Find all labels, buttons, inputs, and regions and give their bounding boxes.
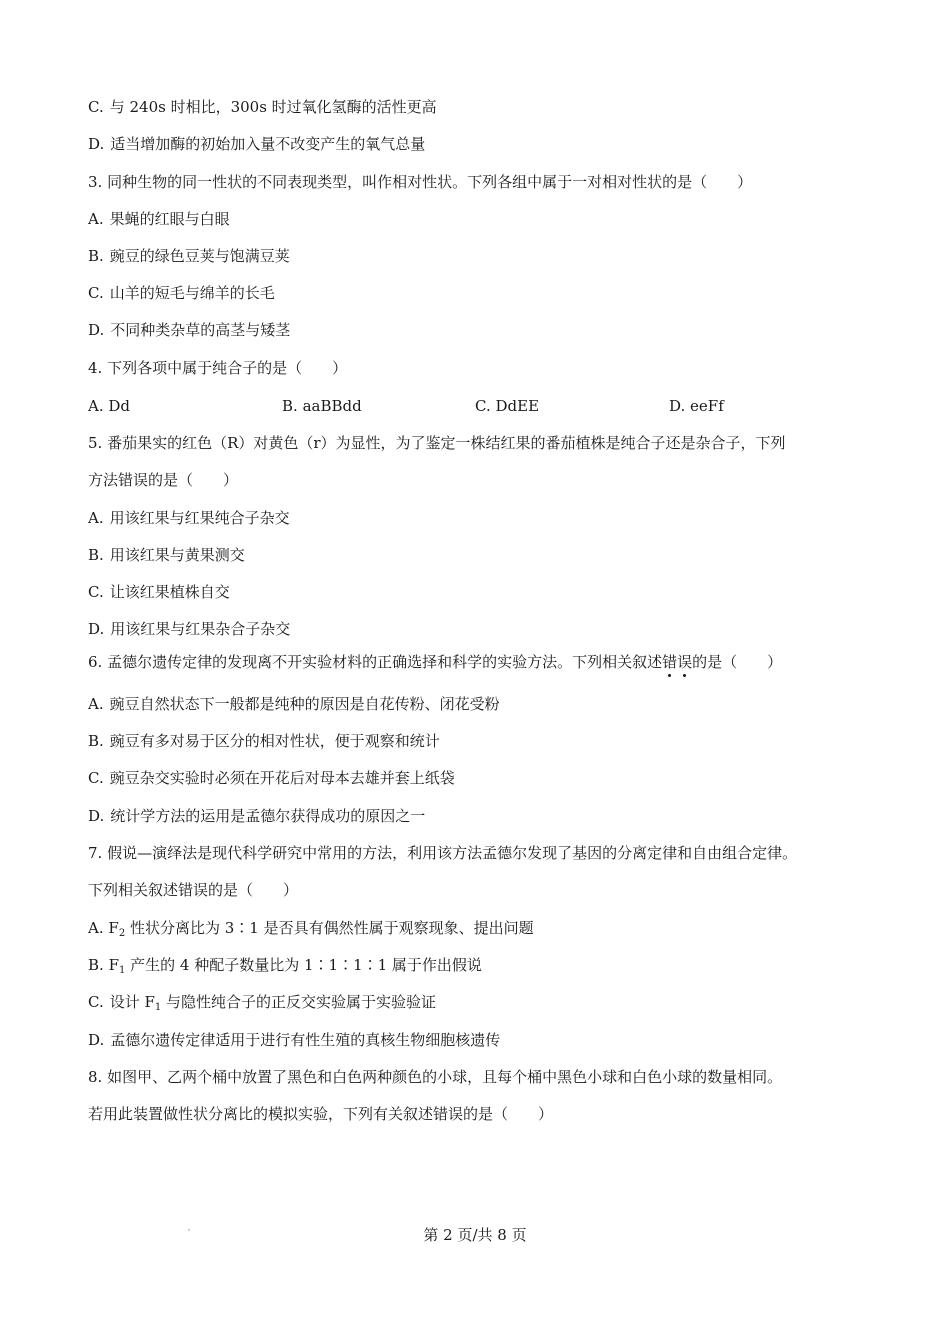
q3-option-d: [88, 320, 290, 340]
option-label: C.: [88, 583, 104, 601]
option-text: 适当增加酶的初始加入量不改变产生的氧气总量: [110, 135, 426, 153]
option-label: D.: [88, 620, 105, 638]
q6-stem-text: 6. 孟德尔遗传定律的发现离不开实验材料的正确选择和科学的实验方法。下列相关叙述: [88, 653, 663, 671]
option-text: 果蝇的红眼与白眼: [109, 210, 230, 228]
q7-stem-line2: 下列相关叙述错误的是（ ）: [88, 881, 299, 899]
subscript: 1: [119, 965, 126, 976]
q7-option-c: [88, 992, 436, 1012]
q6-option-a: [88, 694, 500, 714]
q2-option-c: [88, 97, 437, 117]
option-text: 豌豆自然状态下一般都是纯种的原因是自花传粉、闭花受粉: [109, 695, 500, 713]
q3-option-a: [88, 209, 230, 229]
q5-stem-line1: 5. 番茄果实的红色（R）对黄色（r）为显性，为了鉴定一株结红果的番茄植株是纯合子还是杂合子，下列: [88, 434, 786, 452]
subscript: 2: [118, 928, 126, 939]
option-text: 用该红果与黄果测交: [109, 546, 245, 564]
q6-option-c: [88, 768, 455, 788]
option-text: 豌豆有多对易于区分的相对性状，便于观察和统计: [109, 732, 440, 750]
option-text: aaBBdd: [302, 397, 362, 415]
q6-stem: [88, 652, 782, 672]
option-text-post: 与隐性纯合子的正反交实验属于实验验证: [161, 993, 437, 1011]
q4-option-c: [475, 396, 539, 416]
q7-stem-line1: 7. 假说—演绎法是现代科学研究中常用的方法，利用该方法孟德尔发现了基因的分离定律和自由组合定律。: [88, 844, 798, 862]
option-text: 用该红果与红果纯合子杂交: [109, 509, 290, 527]
subscript: 1: [154, 1002, 162, 1013]
option-text-post: 性状分离比为 3∶1 是否具有偶然性属于观察现象、提出问题: [125, 919, 534, 937]
q4-stem: 4. 下列各项中属于纯合子的是（ ）: [88, 359, 348, 377]
q2-option-d: [88, 134, 425, 154]
option-text: 孟德尔遗传定律适用于进行有性生殖的真核生物细胞核遗传: [110, 1031, 501, 1049]
option-label: D.: [669, 397, 686, 415]
option-label: A.: [88, 919, 104, 937]
option-label: D.: [88, 1031, 105, 1049]
emphasis-char: 错: [662, 653, 678, 671]
option-text: 豌豆杂交实验时必须在开花后对母本去雄并套上纸袋: [109, 769, 455, 787]
option-label: C.: [88, 98, 104, 116]
q6-option-d: [88, 806, 425, 826]
q4-option-b: [282, 396, 362, 416]
option-text: 用该红果与红果杂合子杂交: [110, 620, 291, 638]
option-text-pre: F: [108, 919, 119, 937]
q5-option-b: [88, 545, 245, 565]
q5-option-a: [88, 508, 290, 528]
option-text: 不同种类杂草的高茎与矮茎: [110, 321, 291, 339]
q7-option-b: [88, 955, 482, 975]
option-label: B.: [88, 247, 104, 265]
option-label: C.: [88, 993, 104, 1011]
option-text-pre: F: [108, 956, 119, 974]
option-label: A.: [88, 509, 104, 527]
option-label: A.: [88, 695, 104, 713]
q3-option-c: [88, 283, 275, 303]
q3-option-b: [88, 246, 290, 266]
option-label: D.: [88, 135, 105, 153]
q4-option-d: [669, 396, 724, 416]
option-text-pre: 设计 F: [109, 993, 155, 1011]
option-text: 统计学方法的运用是孟德尔获得成功的原因之一: [110, 807, 426, 825]
q8-stem-line2: 若用此装置做性状分离比的模拟实验，下列有关叙述错误的是（ ）: [88, 1105, 554, 1123]
option-text: 让该红果植株自交: [109, 583, 230, 601]
q5-option-c: [88, 582, 230, 602]
option-label: C.: [475, 397, 491, 415]
option-text-post: 产生的 4 种配子数量比为 1∶1∶1∶1 属于作出假说: [125, 956, 482, 974]
q7-option-d: [88, 1030, 500, 1050]
option-label: B.: [88, 546, 104, 564]
option-text: Dd: [108, 397, 131, 415]
q5-option-d: [88, 619, 290, 639]
option-text: DdEE: [495, 397, 540, 415]
q4-option-a: [88, 396, 130, 416]
option-label: C.: [88, 769, 104, 787]
q3-stem: 3. 同种生物的同一性状的不同表现类型，叫作相对性状。下列各组中属于一对相对性状的是（ ）: [88, 173, 753, 191]
emphasis-char: 误: [677, 653, 693, 671]
option-label: B.: [282, 397, 298, 415]
page-footer: 第 2 页/共 8 页: [423, 1226, 527, 1244]
option-label: C.: [88, 284, 104, 302]
q6-stem-end: 的是（ ）: [692, 653, 783, 671]
q6-option-b: [88, 731, 440, 751]
option-text: 山羊的短毛与绵羊的长毛: [109, 284, 275, 302]
option-label: A.: [88, 210, 104, 228]
q8-stem-line1: 8. 如图甲、乙两个桶中放置了黑色和白色两种颜色的小球，且每个桶中黑色小球和白色小球的数量相同。: [88, 1068, 783, 1086]
option-text: 豌豆的绿色豆荚与饱满豆荚: [109, 247, 290, 265]
option-label: A.: [88, 397, 104, 415]
option-label: B.: [88, 956, 104, 974]
option-text: eeFf: [690, 397, 724, 415]
q5-stem-line2: 方法错误的是（ ）: [88, 471, 239, 489]
option-label: D.: [88, 321, 105, 339]
q7-option-a: [88, 918, 534, 938]
option-label: D.: [88, 807, 105, 825]
option-text: 与 240s 时相比，300s 时过氧化氢酶的活性更高: [109, 98, 437, 116]
option-label: B.: [88, 732, 104, 750]
